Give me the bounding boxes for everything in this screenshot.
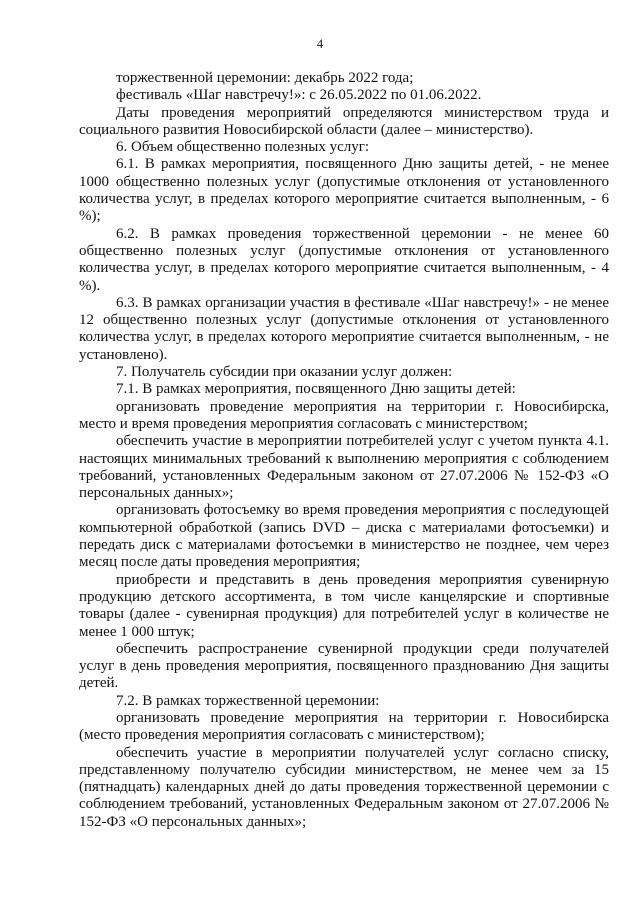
paragraph: приобрести и представить в день проведения мероприятия сувенирную продукцию детского ассортимента, в том числе канцелярские и спортивные товары (далее - сувенирная продукция) для потребителей услуг в количестве не менее 1 000 штук;: [79, 571, 609, 640]
paragraph: организовать проведение мероприятия на территории г. Новосибирска, место и время проведения мероприятия согласовать с министерством;: [79, 398, 609, 432]
paragraph: 7. Получатель субсидии при оказании услуг должен:: [116, 364, 453, 381]
paragraph: фестиваль «Шаг навстречу!»: с 26.05.2022 по 01.06.2022.: [116, 87, 482, 104]
paragraph: обеспечить распространение сувенирной продукции среди получателей услуг в день проведения мероприятия, посвященного празднованию Дня защиты детей.: [79, 640, 609, 692]
document-body: [79, 70, 609, 831]
paragraph: обеспечить участие в мероприятии получателей услуг согласно списку, представленному получателю субсидии министерством, не менее чем за 15 (пятнадцать) календарных дней до даты проведения торжественной церемонии с соблюдением требований, установленных Федеральным законом от 27.07.2006 № 152-ФЗ «О персональных данных»;: [79, 744, 609, 830]
paragraph: 6.1. В рамках мероприятия, посвященного Дню защиты детей, - не менее 1000 общественно полезных услуг (допустимые отклонения от установленного количества услуг, в пределах которого мероприятие считается выполненным, - 6 %);: [79, 156, 609, 225]
paragraph: обеспечить участие в мероприятии потребителей услуг с учетом пункта 4.1. настоящих минимальных требований к выполнению мероприятия с соблюдением требований, установленных Федеральным законом от 27.07.2006 № 152-ФЗ «О персональных данных»;: [79, 433, 609, 502]
paragraph: 7.1. В рамках мероприятия, посвященного Дню защиты детей:: [116, 381, 516, 398]
paragraph: Даты проведения мероприятий определяются министерством труда и социального развития Новосибирской области (далее – министерство).: [79, 104, 609, 138]
paragraph: 6. Объем общественно полезных услуг:: [116, 139, 370, 156]
paragraph: 6.2. В рамках проведения торжественной церемонии - не менее 60 общественно полезных услуг (допустимые отклонения от установленного количества услуг, в пределах которого мероприятие считается выполненным, - 4 %).: [79, 225, 609, 294]
paragraph: торжественной церемонии: декабрь 2022 года;: [116, 70, 414, 86]
paragraph: организовать фотосъемку во время проведения мероприятия с последующей компьютерной обработкой (запись DVD – диска с материалами фотосъемки) и передать диск с материалами фотосъемки в министерство не позднее, чем через месяц после даты проведения мероприятия;: [79, 502, 609, 571]
paragraph: 7.2. В рамках торжественной церемонии:: [116, 692, 380, 709]
paragraph: 6.3. В рамках организации участия в фестивале «Шаг навстречу!» - не менее 12 общественно полезных услуг (допустимые отклонения от установленного количества услуг, в пределах которого мероприятие считается выполненным, - не установлено).: [79, 294, 609, 363]
page-number: 4: [316, 37, 324, 51]
paragraph: организовать проведение мероприятия на территории г. Новосибирска (место проведения мероприятия согласовать с министерством);: [79, 709, 609, 744]
